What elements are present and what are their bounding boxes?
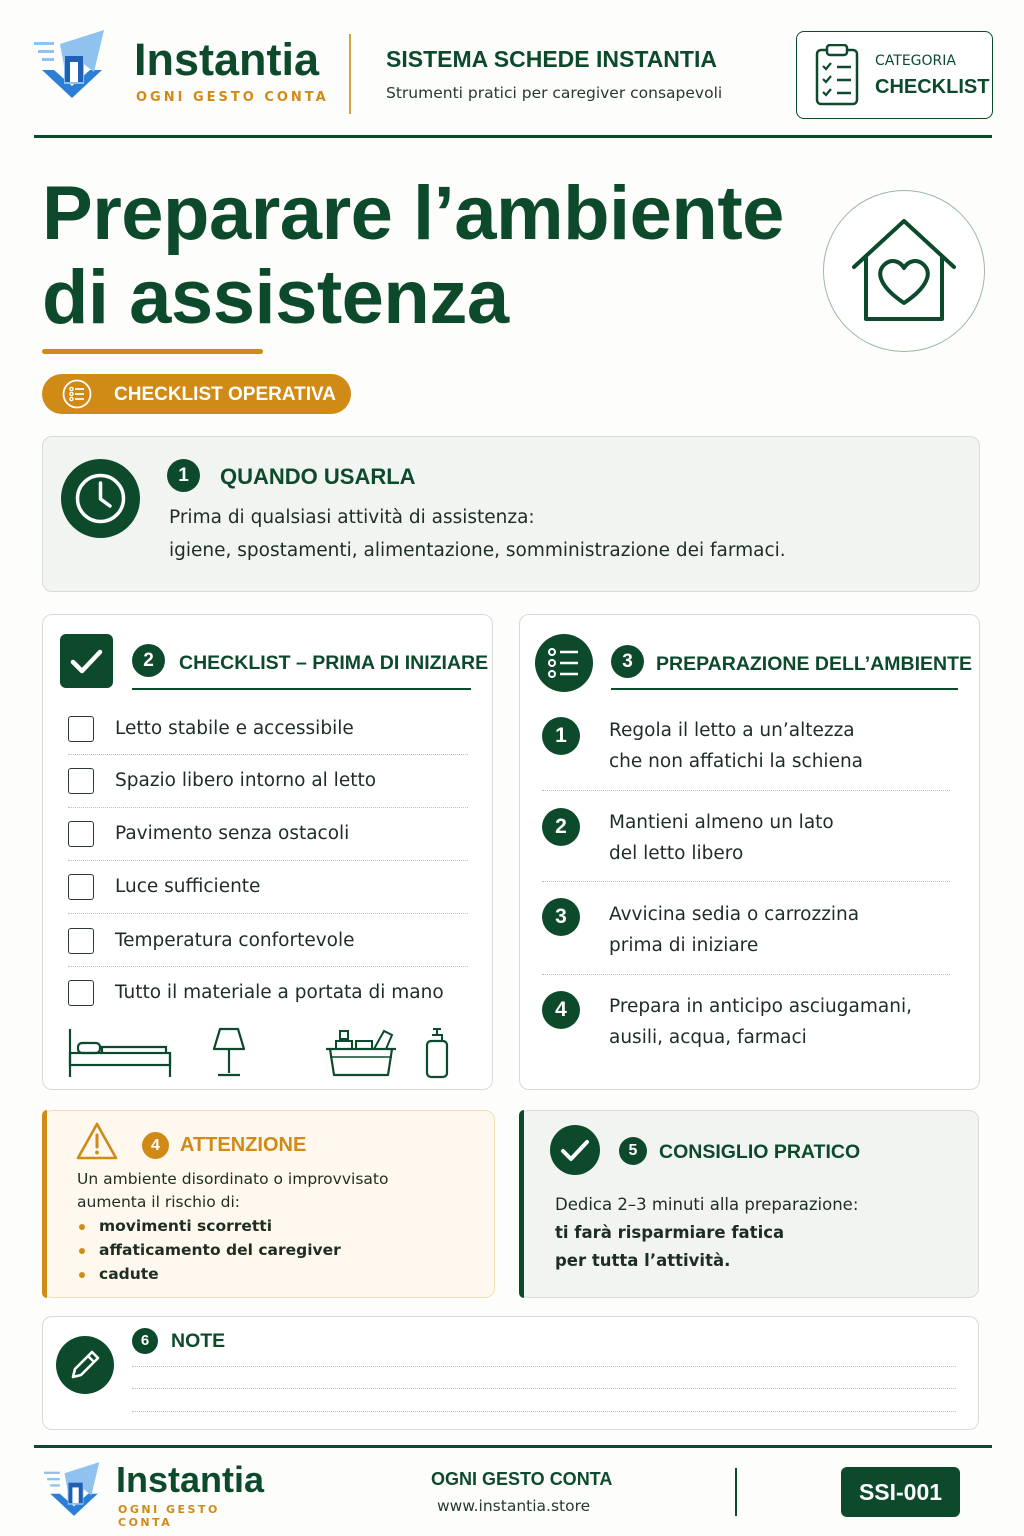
checkbox[interactable]	[68, 716, 94, 742]
checkbox[interactable]	[68, 821, 94, 847]
house-heart-icon	[850, 217, 958, 329]
brand-tagline: OGNI GESTO CONTA	[118, 1503, 220, 1529]
title-line-2: di assistenza	[42, 255, 509, 340]
section-rule	[611, 688, 958, 690]
header-rule	[34, 135, 992, 138]
logo-arrow-icon	[44, 1459, 104, 1519]
section-notes	[42, 1316, 979, 1430]
step-line: che non affatichi la schiena	[609, 751, 864, 772]
step-number: 4	[542, 991, 580, 1029]
footer-divider	[735, 1468, 737, 1516]
hero-circle	[823, 190, 985, 352]
step-line: Mantieni almeno un lato	[609, 812, 834, 833]
list-item: affaticamento del caregiver	[79, 1241, 341, 1259]
title-line-1: Preparare l’ambiente	[42, 171, 784, 256]
list-icon	[62, 379, 92, 413]
divider	[542, 790, 950, 791]
section-warning	[42, 1110, 495, 1298]
clipboard-checklist-icon	[815, 44, 859, 110]
step-text	[609, 899, 859, 961]
system-subtitle: Strumenti pratici per caregiver consapevoli	[386, 84, 723, 102]
list-icon	[535, 634, 593, 692]
section-title: CONSIGLIO PRATICO	[659, 1141, 861, 1163]
checklist-badge	[42, 374, 351, 414]
list-item: movimenti scorretti	[79, 1217, 272, 1235]
category-box	[796, 31, 993, 119]
section-title: CHECKLIST – PRIMA DI INIZIARE	[179, 652, 489, 674]
logo-arrow-icon	[34, 26, 110, 102]
step-line: Avvicina sedia o carrozzina	[609, 904, 860, 925]
checklist-label: Luce sufficiente	[115, 876, 261, 897]
step-number: 3	[542, 898, 580, 936]
note-line[interactable]	[132, 1388, 956, 1389]
system-title: SISTEMA SCHEDE INSTANTIA	[386, 46, 717, 72]
section-number: 2	[132, 644, 165, 677]
pencil-icon	[56, 1336, 114, 1394]
checklist-item[interactable]	[68, 874, 468, 914]
list-item: cadute	[79, 1265, 159, 1283]
step-line: Regola il letto a un’altezza	[609, 720, 855, 741]
step-line: prima di iniziare	[609, 935, 759, 956]
checklist-label: Letto stabile e accessibile	[115, 718, 354, 739]
section-number: 1	[167, 459, 200, 492]
checklist-item[interactable]	[68, 928, 468, 968]
step-line: ausili, acqua, farmaci	[609, 1027, 807, 1048]
step-number: 1	[542, 717, 580, 755]
divider	[542, 881, 950, 882]
basket-icon	[324, 1027, 398, 1083]
check-circle-icon	[550, 1125, 600, 1175]
bed-icon	[68, 1027, 172, 1083]
brand-tagline: OGNI GESTO CONTA	[136, 90, 329, 105]
section-number: 5	[619, 1137, 647, 1165]
section-number: 4	[142, 1132, 169, 1159]
brand-name: Instantia	[116, 1459, 265, 1500]
accent-bar	[42, 1110, 47, 1298]
section-text-line: aumenta il rischio di:	[77, 1193, 241, 1211]
divider	[68, 860, 468, 861]
footer-logo	[44, 1457, 274, 1529]
section-checklist	[42, 614, 493, 1090]
step-number: 2	[542, 808, 580, 846]
section-rule	[132, 688, 471, 690]
section-environment-prep	[519, 614, 980, 1090]
bottle-icon	[425, 1027, 449, 1083]
section-when-to-use	[42, 436, 980, 592]
checklist-item[interactable]	[68, 821, 468, 861]
header-divider	[349, 34, 351, 114]
checklist-item[interactable]	[68, 716, 468, 756]
step-text	[609, 991, 912, 1053]
document-code: SSI-001	[841, 1467, 960, 1517]
clock-icon	[61, 459, 140, 538]
section-text-line: Prima di qualsiasi attività di assistenza:	[169, 507, 535, 528]
footer-rule	[34, 1445, 992, 1448]
step-line: Prepara in anticipo asciugamani,	[609, 996, 912, 1017]
warning-icon	[75, 1121, 119, 1165]
note-line[interactable]	[132, 1366, 956, 1367]
badge-label: CHECKLIST OPERATIVA	[114, 384, 337, 405]
check-icon	[60, 634, 113, 688]
section-title: NOTE	[171, 1330, 226, 1352]
section-number: 3	[611, 645, 644, 678]
divider	[542, 974, 950, 975]
checklist-item[interactable]	[68, 980, 468, 1020]
checkbox[interactable]	[68, 768, 94, 794]
checklist-item[interactable]	[68, 768, 468, 808]
brand-name: Instantia	[134, 34, 320, 85]
step-text	[609, 715, 863, 777]
section-title: QUANDO USARLA	[220, 464, 416, 489]
accent-bar	[519, 1110, 524, 1298]
checklist-label: Pavimento senza ostacoli	[115, 823, 350, 844]
step-line: del letto libero	[609, 843, 744, 864]
section-text-line: ti farà risparmiare fatica	[555, 1223, 785, 1242]
section-text-line: per tutta l’attività.	[555, 1251, 731, 1270]
divider	[68, 807, 468, 808]
section-text-line: Dedica 2–3 minuti alla preparazione:	[555, 1195, 859, 1214]
checkbox[interactable]	[68, 980, 94, 1006]
title-underline	[42, 349, 263, 354]
checklist-label: Spazio libero intorno al letto	[115, 770, 377, 791]
section-title: ATTENZIONE	[180, 1134, 307, 1156]
checklist-label: Temperatura confortevole	[115, 930, 355, 951]
footer-url[interactable]: www.instantia.store	[437, 1497, 591, 1515]
category-value: CHECKLIST	[875, 76, 990, 98]
section-title: PREPARAZIONE DELL’AMBIENTE	[656, 653, 972, 675]
note-line[interactable]	[132, 1411, 956, 1412]
section-number: 6	[132, 1328, 158, 1354]
section-tip	[519, 1110, 979, 1298]
lamp-icon	[212, 1027, 246, 1083]
section-text-line: igiene, spostamenti, alimentazione, somministrazione dei farmaci.	[169, 540, 786, 561]
step-text	[609, 807, 834, 869]
checklist-label: Tutto il materiale a portata di mano	[115, 982, 444, 1003]
section-text-line: Un ambiente disordinato o improvvisato	[77, 1170, 389, 1188]
category-label: CATEGORIA	[875, 53, 956, 69]
page-title	[42, 172, 812, 340]
divider	[68, 754, 468, 755]
footer-slogan: OGNI GESTO CONTA	[431, 1469, 613, 1489]
divider	[68, 966, 468, 967]
checkbox[interactable]	[68, 928, 94, 954]
checkbox[interactable]	[68, 874, 94, 900]
divider	[68, 913, 468, 914]
